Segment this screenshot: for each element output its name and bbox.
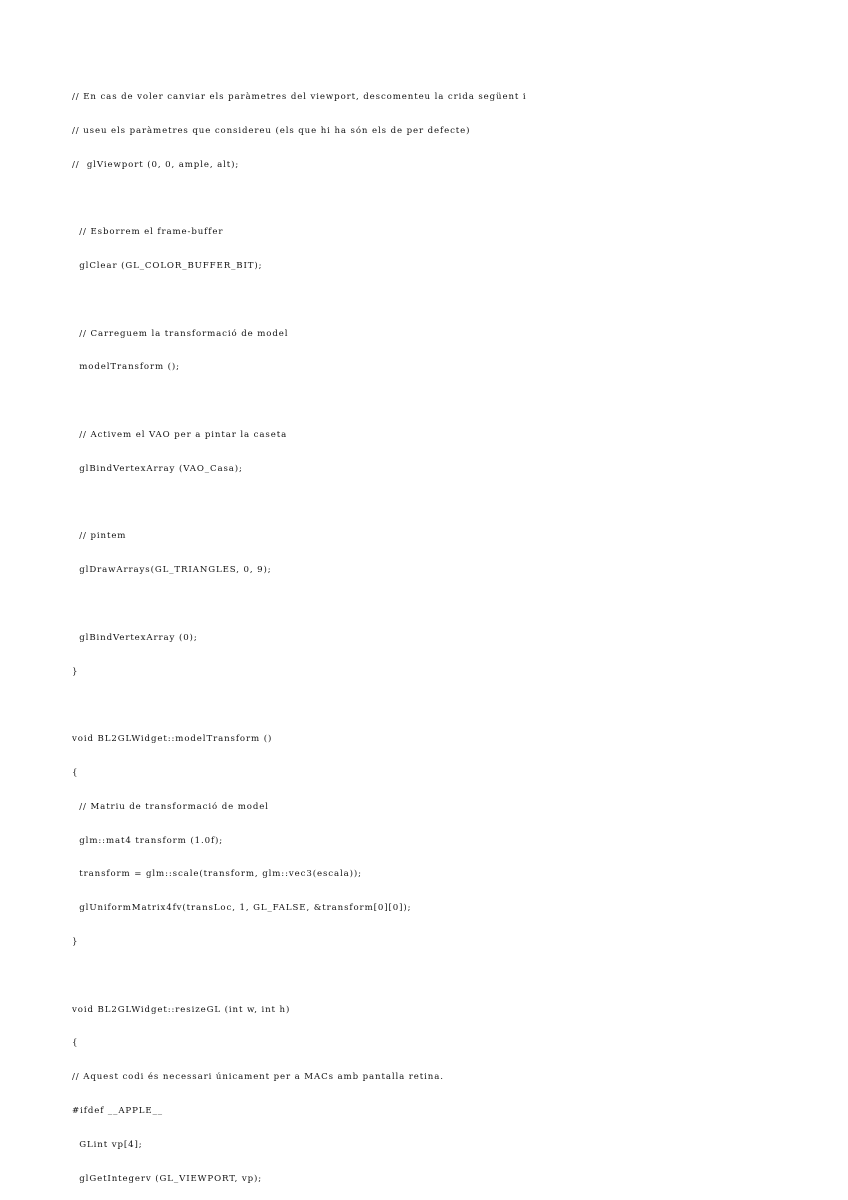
blank-line bbox=[72, 497, 792, 511]
code-line: glClear (GL_COLOR_BUFFER_BIT); bbox=[72, 260, 263, 271]
code-line: // Esborrem el frame-buffer bbox=[72, 227, 224, 238]
blank-line bbox=[72, 970, 792, 984]
code-line: } bbox=[72, 666, 79, 677]
code-line: glBindVertexArray (0); bbox=[72, 632, 198, 643]
code-line: // Aquest codi és necessari únicament per a MACs amb pantalla retina. bbox=[72, 1072, 444, 1083]
blank-line bbox=[72, 192, 792, 206]
code-line: // Carreguem la transformació de model bbox=[72, 328, 289, 339]
code-line: glm::mat4 transform (1.0f); bbox=[72, 835, 224, 846]
code-line: { bbox=[72, 767, 79, 778]
code-line: transform = glm::scale(transform, glm::vec3(escala)); bbox=[72, 869, 362, 880]
code-line: modelTransform (); bbox=[72, 362, 180, 373]
blank-line bbox=[72, 395, 792, 409]
code-line: // Activem el VAO per a pintar la caseta bbox=[72, 429, 288, 440]
code-line: // Matriu de transformació de model bbox=[72, 801, 269, 812]
blank-line bbox=[72, 699, 792, 713]
code-line: { bbox=[72, 1038, 79, 1049]
blank-line bbox=[72, 294, 792, 308]
code-line: glDrawArrays(GL_TRIANGLES, 0, 9); bbox=[72, 565, 272, 576]
code-listing bbox=[72, 71, 792, 1200]
code-line: GLint vp[4]; bbox=[72, 1139, 143, 1150]
code-line: glBindVertexArray (VAO_Casa); bbox=[72, 463, 243, 474]
code-line: glUniformMatrix4fv(transLoc, 1, GL_FALSE, &transform[0][0]); bbox=[72, 903, 412, 914]
code-line: void BL2GLWidget::resizeGL (int w, int h) bbox=[72, 1004, 291, 1015]
code-line: // En cas de voler canviar els paràmetres del viewport, descomenteu la crida següent i bbox=[72, 92, 527, 102]
code-line: #ifdef __APPLE__ bbox=[72, 1105, 163, 1116]
code-line: // useu els paràmetres que considereu (els que hi ha són els de per defecte) bbox=[72, 125, 471, 136]
code-line: // pintem bbox=[72, 531, 127, 542]
code-line: // glViewport (0, 0, ample, alt); bbox=[72, 159, 240, 170]
code-line: void BL2GLWidget::modelTransform () bbox=[72, 734, 273, 745]
code-line: glGetIntegerv (GL_VIEWPORT, vp); bbox=[72, 1173, 263, 1184]
code-line: } bbox=[72, 936, 79, 947]
blank-line bbox=[72, 598, 792, 612]
